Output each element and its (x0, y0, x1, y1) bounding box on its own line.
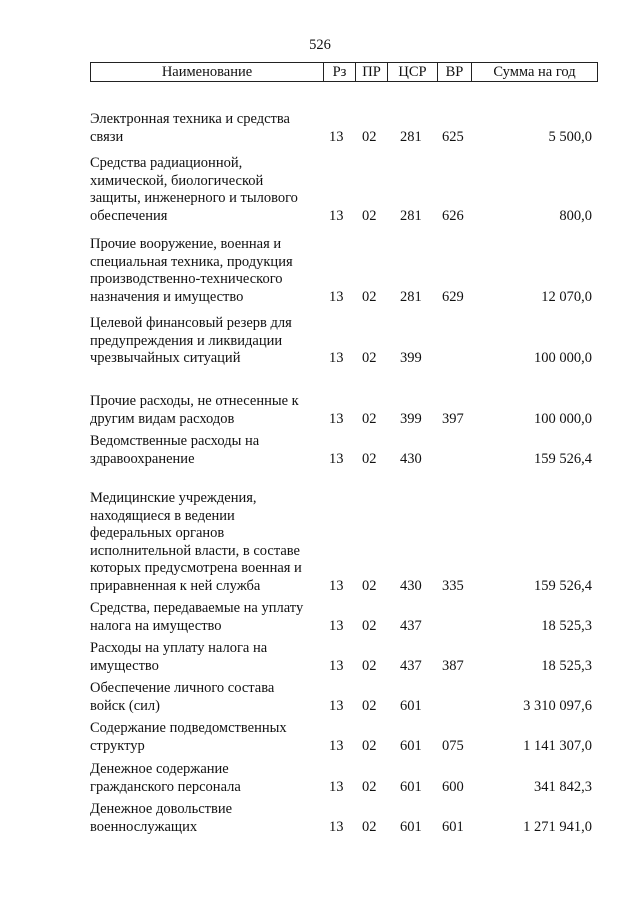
row-name: Целевой финансовый резерв для предупреждения и ликвидации чрезвычайных ситуаций (90, 315, 292, 366)
row-sum: 1 141 307,0 (523, 737, 592, 754)
row-name: Средства радиационной, химической, биологической защиты, инженерного и тылового обеспечения (90, 155, 298, 224)
row-sum: 18 525,3 (541, 617, 592, 634)
row-pr: 02 (362, 207, 377, 224)
row-sum: 12 070,0 (541, 288, 592, 305)
row-csr: 430 (400, 577, 422, 594)
row-vr: 335 (442, 577, 464, 594)
row-pr: 02 (362, 697, 377, 714)
row-pr: 02 (362, 450, 377, 467)
row-name: Медицинские учреждения, находящиеся в ведении федеральных органов исполнительной власти, в составе которых предусмотрена военная и приравненная к ней служба (90, 490, 302, 594)
row-name: Денежное содержание гражданского персонала (90, 761, 241, 795)
row-sum: 3 310 097,6 (523, 697, 592, 714)
row-csr: 430 (400, 450, 422, 467)
table-row (0, 761, 640, 796)
row-pr: 02 (362, 617, 377, 634)
row-sum: 18 525,3 (541, 657, 592, 674)
row-sum: 5 500,0 (548, 128, 592, 145)
row-vr: 601 (442, 818, 464, 835)
row-csr: 601 (400, 778, 422, 795)
row-pr: 02 (362, 818, 377, 835)
row-rz: 13 (329, 697, 344, 714)
row-rz: 13 (329, 288, 344, 305)
table-row (0, 720, 640, 755)
row-vr: 397 (442, 410, 464, 427)
row-rz: 13 (329, 778, 344, 795)
row-vr: 629 (442, 288, 464, 305)
row-vr: 625 (442, 128, 464, 145)
row-csr: 437 (400, 657, 422, 674)
table-row (0, 680, 640, 715)
row-sum: 100 000,0 (534, 410, 592, 427)
table-row (0, 640, 640, 675)
row-name: Ведомственные расходы на здравоохранение (90, 433, 260, 467)
page-number: 526 (309, 37, 331, 53)
row-rz: 13 (329, 818, 344, 835)
table-row (0, 490, 640, 595)
row-sum: 100 000,0 (534, 350, 592, 366)
row-pr: 02 (362, 410, 377, 427)
row-csr: 399 (400, 350, 422, 366)
row-sum: 341 842,3 (534, 778, 592, 795)
row-pr: 02 (362, 657, 377, 674)
row-csr: 281 (400, 207, 422, 224)
row-rz: 13 (329, 350, 344, 366)
header-csr: ЦСР (388, 63, 438, 81)
row-pr: 02 (362, 288, 377, 305)
table-row (0, 600, 640, 635)
row-sum: 159 526,4 (534, 577, 592, 594)
row-sum: 159 526,4 (534, 450, 592, 467)
table-row (0, 433, 640, 468)
table-header (90, 62, 598, 82)
header-pr: ПР (356, 63, 388, 81)
table-row (0, 801, 640, 836)
row-rz: 13 (329, 410, 344, 427)
row-vr: 387 (442, 657, 464, 674)
row-pr: 02 (362, 128, 377, 145)
table-row (0, 315, 640, 368)
row-rz: 13 (329, 128, 344, 145)
row-rz: 13 (329, 657, 344, 674)
table-row (0, 393, 640, 428)
row-csr: 601 (400, 737, 422, 754)
row-name: Средства, передаваемые на уплату налога на имущество (90, 600, 304, 634)
row-name: Денежное довольствие военнослужащих (90, 801, 233, 835)
table-row (0, 236, 640, 306)
row-pr: 02 (362, 778, 377, 795)
row-csr: 281 (400, 128, 422, 145)
row-csr: 601 (400, 697, 422, 714)
row-pr: 02 (362, 350, 377, 366)
row-csr: 437 (400, 617, 422, 634)
row-rz: 13 (329, 617, 344, 634)
row-pr: 02 (362, 577, 377, 594)
row-sum: 1 271 941,0 (523, 818, 592, 835)
row-rz: 13 (329, 577, 344, 594)
row-rz: 13 (329, 737, 344, 754)
row-name: Содержание подведомственных структур (90, 720, 287, 754)
row-rz: 13 (329, 207, 344, 224)
row-sum: 800,0 (559, 207, 592, 224)
row-name: Прочие расходы, не отнесенные к другим видам расходов (90, 393, 299, 427)
header-name: Наименование (91, 63, 324, 81)
row-csr: 601 (400, 818, 422, 835)
row-name: Прочие вооружение, военная и специальная техника, продукция производственно-технического назначения и имущество (90, 236, 293, 305)
header-vr: ВР (438, 63, 472, 81)
row-pr: 02 (362, 737, 377, 754)
row-name: Расходы на уплату налога на имущество (90, 640, 268, 674)
header-rz: Рз (324, 63, 356, 81)
table-row (0, 111, 640, 146)
row-name: Обеспечение личного состава войск (сил) (90, 680, 275, 714)
table-row (0, 155, 640, 225)
header-sum: Сумма на год (493, 63, 576, 80)
row-csr: 281 (400, 288, 422, 305)
row-rz: 13 (329, 450, 344, 467)
row-vr: 075 (442, 737, 464, 754)
row-name: Электронная техника и средства связи (90, 111, 290, 145)
row-csr: 399 (400, 410, 422, 427)
row-vr: 626 (442, 207, 464, 224)
row-vr: 600 (442, 778, 464, 795)
